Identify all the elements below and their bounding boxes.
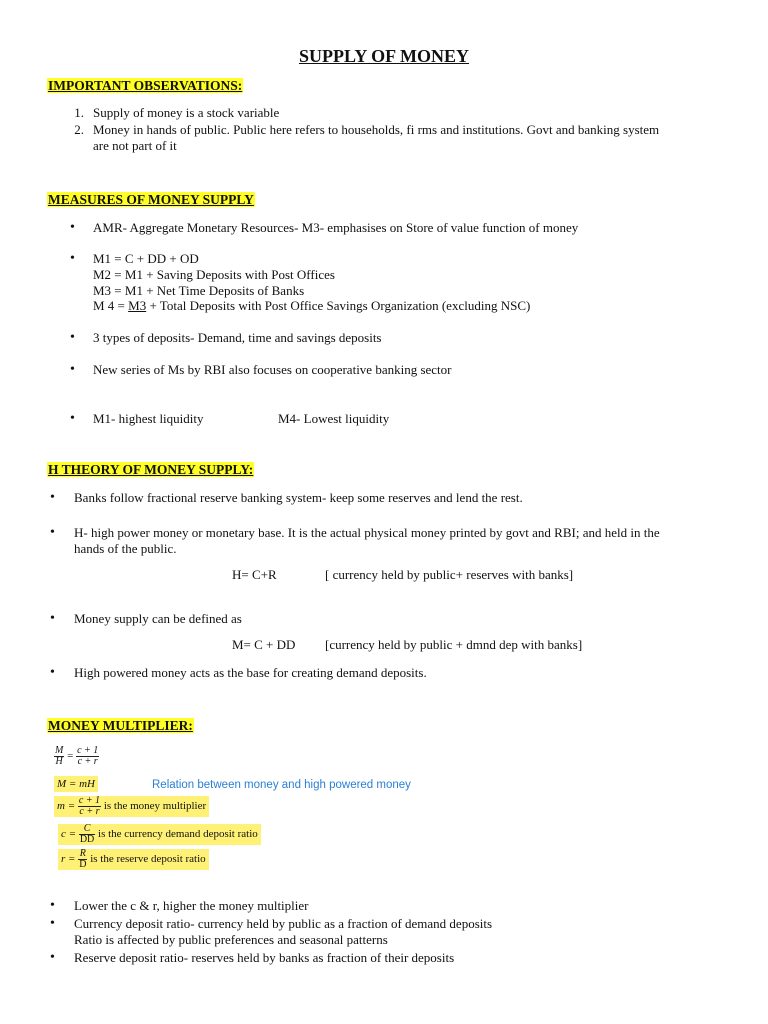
bullet-icon: • xyxy=(50,665,55,680)
money-multiplier-formula-image xyxy=(52,744,472,874)
liquidity-m1: M1- highest liquidity xyxy=(93,411,204,426)
formula-m-equals-mh: M = mH xyxy=(54,776,98,792)
bullet-icon: • xyxy=(70,251,75,266)
bullet-icon: • xyxy=(70,220,75,235)
list-item: 2. Money in hands of public. Public here refers to households, fi rms and institutions. Govt and banking system xyxy=(74,122,660,137)
section-heading-multiplier xyxy=(47,718,194,734)
measure-m4: M 4 = M3 + Total Deposits with Post Office Savings Organization (excluding NSC) xyxy=(93,298,531,313)
bullet-icon: • xyxy=(70,330,75,345)
multiplier-b1: Lower the c & r, higher the money multiplier xyxy=(74,898,309,913)
formula-note: Relation between money and high powered money xyxy=(152,779,411,791)
htheory-b2: H- high power money or monetary base. It is the actual physical money printed by govt and RBI; and held in the xyxy=(74,525,660,540)
formula-m-over-h: $\frac{M}{H}$ = $\frac{c + 1}{c + r}$ xyxy=(55,745,99,767)
formula-currency-ratio: c = $\frac{C}{DD}$ is the currency demand deposit ratio xyxy=(58,824,261,845)
observations-heading: IMPORTANT OBSERVATIONS: xyxy=(48,78,243,93)
h-equation: H= C+R xyxy=(232,567,277,582)
bullet-icon: • xyxy=(70,362,75,377)
htheory-b3: Money supply can be defined as xyxy=(74,611,242,626)
section-heading-htheory xyxy=(47,462,254,478)
list-item-continuation: are not part of it xyxy=(93,138,177,153)
measures-amr: AMR- Aggregate Monetary Resources- M3- emphasises on Store of value function of money xyxy=(93,220,579,235)
measures-heading: MEASURES OF MONEY SUPPLY xyxy=(48,192,254,207)
multiplier-heading: MONEY MULTIPLIER: xyxy=(48,718,193,733)
htheory-b1: Banks follow fractional reserve banking system- keep some reserves and lend the rest. xyxy=(74,490,523,505)
multiplier-b3: Reserve deposit ratio- reserves held by banks as fraction of their deposits xyxy=(74,950,455,965)
section-heading-measures xyxy=(47,192,255,208)
formula-money-multiplier: m = $\frac{c + 1}{c + r}$ is the money multiplier xyxy=(54,796,209,817)
multiplier-b2: Currency deposit ratio- currency held by public as a fraction of demand deposits xyxy=(74,916,493,931)
measure-m2: M2 = M1 + Saving Deposits with Post Offices xyxy=(93,267,335,282)
m-equation: M= C + DD xyxy=(232,637,296,652)
m-equation-desc: [currency held by public + dmnd dep with banks] xyxy=(325,637,583,652)
bullet-icon: • xyxy=(50,898,55,913)
bullet-icon: • xyxy=(50,490,55,505)
h-equation-desc: [ currency held by public+ reserves with banks] xyxy=(325,567,574,582)
bullet-icon: • xyxy=(70,411,75,426)
liquidity-m4: M4- Lowest liquidity xyxy=(278,411,390,426)
formula-reserve-ratio: r = $\frac{R}{D}$ is the reserve deposit ratio xyxy=(58,849,209,870)
htheory-heading: H THEORY OF MONEY SUPPLY: xyxy=(48,462,254,477)
section-heading-observations xyxy=(47,78,243,94)
multiplier-b2-continuation: Ratio is affected by public preferences and seasonal patterns xyxy=(74,932,388,947)
htheory-b2-continuation: hands of the public. xyxy=(74,541,177,556)
measures-deposits: 3 types of deposits- Demand, time and savings deposits xyxy=(93,330,382,345)
bullet-icon: • xyxy=(50,950,55,965)
measures-series: New series of Ms by RBI also focuses on cooperative banking sector xyxy=(93,362,452,377)
htheory-b4: High powered money acts as the base for creating demand deposits. xyxy=(74,665,427,680)
measure-m3: M3 = M1 + Net Time Deposits of Banks xyxy=(93,283,305,298)
bullet-icon: • xyxy=(50,611,55,626)
bullet-icon: • xyxy=(50,916,55,931)
measure-m1: M1 = C + DD + OD xyxy=(93,251,199,266)
page-title: SUPPLY OF MONEY xyxy=(298,46,469,66)
bullet-icon: • xyxy=(50,525,55,540)
list-item: 1. Supply of money is a stock variable xyxy=(74,105,280,120)
